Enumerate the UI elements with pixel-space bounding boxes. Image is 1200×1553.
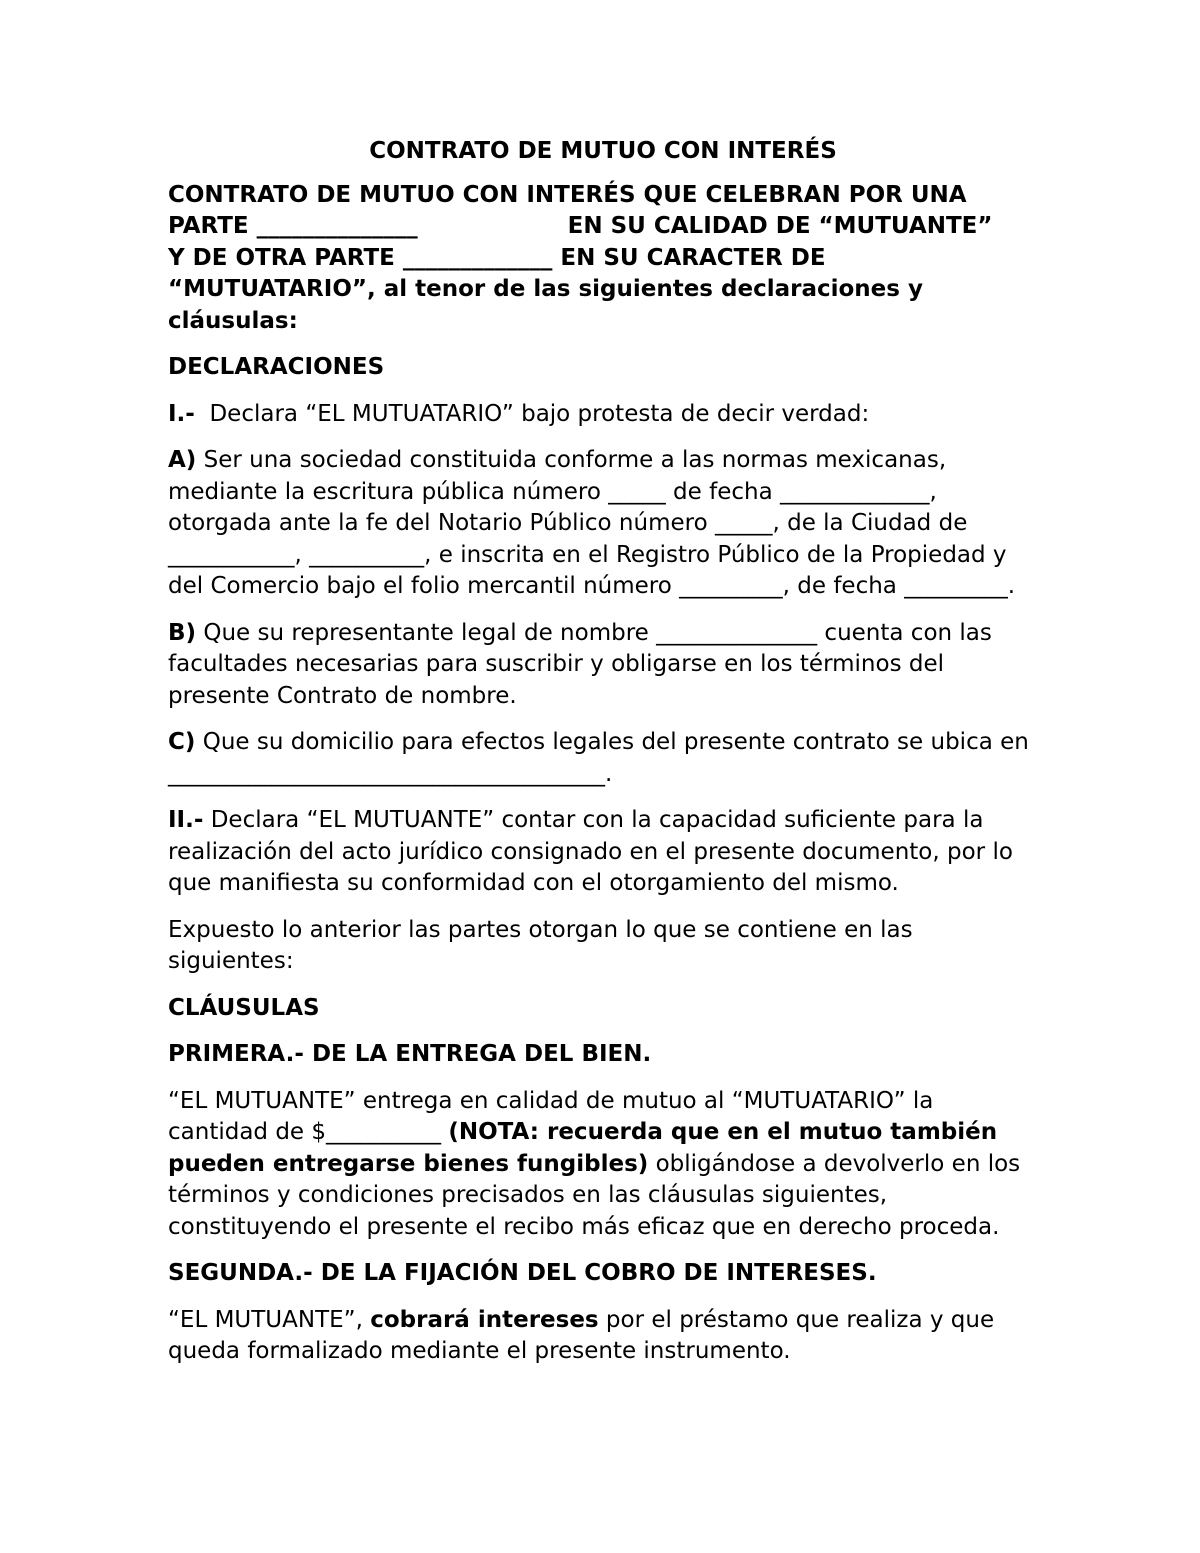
segunda-heading: SEGUNDA.- DE LA FIJACIÓN DEL COBRO DE INTERESES.	[168, 1260, 877, 1286]
segunda-bold: cobrará intereses	[370, 1306, 599, 1333]
intro-line-5: cláusulas:	[168, 307, 298, 334]
intro-line-2-left: PARTE ______________	[168, 213, 418, 239]
declaracion-b-label: B)	[168, 619, 197, 646]
declaracion-ii-label: II.-	[168, 807, 204, 833]
document-body	[168, 136, 1038, 1383]
declaracion-a-label: A)	[168, 447, 197, 473]
declaracion-i-text: Declara “EL MUTUATARIO” bajo protesta de decir verdad:	[209, 400, 870, 427]
declaracion-a-text: Ser una sociedad constituida conforme a las normas mexicanas, mediante la escritura pública número _____ de fecha _____________, otorgada ante la fe del Notario Público número _____, de la Ciudad de ___________, __________, e inscrita en el Registro Público de la Propiedad y del Comercio bajo el folio mercantil número _________, de fecha _________.	[168, 447, 1016, 599]
intro-paragraph	[168, 180, 1038, 338]
primera-text-1: “EL MUTUANTE” entrega en calidad de mutuo al “MUTUATARIO” la cantidad de $__________	[168, 1087, 934, 1145]
declaracion-b-text: Que su representante legal de nombre ______________ cuenta con las facultades necesarias para suscribir y obligarse en los términos del presente Contrato de nombre.	[168, 619, 992, 709]
intro-line-1: CONTRATO DE MUTUO CON INTERÉS QUE CELEBRAN POR UNA	[168, 181, 967, 208]
declaracion-a	[168, 445, 1038, 603]
declaracion-ii	[168, 805, 1038, 900]
declaracion-c-label: C)	[168, 729, 196, 755]
declaracion-c	[168, 727, 1038, 790]
intro-line-3: Y DE OTRA PARTE _____________ EN SU CARACTER DE	[168, 244, 826, 271]
primera-paragraph	[168, 1086, 1038, 1244]
clausulas-heading: CLÁUSULAS	[168, 994, 320, 1021]
segunda-paragraph	[168, 1305, 1038, 1368]
declaracion-c-text: Que su domicilio para efectos legales del presente contrato se ubica en ______________________________________.	[168, 729, 1029, 787]
intro-line-4: “MUTUATARIO”, al tenor de las siguientes declaraciones y	[168, 276, 923, 302]
declaraciones-heading: DECLARACIONES	[168, 354, 385, 380]
intro-line-2-right: EN SU CALIDAD DE “MUTUANTE”	[567, 213, 993, 239]
expuesto-paragraph: Expuesto lo anterior las partes otorgan lo que se contiene en las siguientes:	[168, 916, 913, 974]
primera-nota: (NOTA: recuerda que en el mutuo también pueden entregarse bienes fungibles)	[168, 1119, 998, 1177]
primera-heading: PRIMERA.- DE LA ENTREGA DEL BIEN.	[168, 1041, 652, 1067]
primera-text-2: obligándose a devolverlo en los términos y condiciones precisados en las cláusulas siguientes, constituyendo el presente el recibo más eficaz que en derecho proceda.	[168, 1150, 1021, 1240]
segunda-text-1: “EL MUTUANTE”,	[168, 1306, 371, 1333]
declaracion-b	[168, 618, 1038, 713]
declaracion-ii-text: Declara “EL MUTUANTE” contar con la capacidad suficiente para la realización del acto jurídico consignado en el presente documento, por lo que manifiesta su conformidad con el otorgamiento del mismo.	[168, 807, 1013, 896]
document-title: CONTRATO DE MUTUO CON INTERÉS	[369, 138, 837, 164]
declaracion-i	[168, 399, 1038, 431]
declaracion-i-label: I.-	[168, 400, 195, 427]
segunda-text-2: por el préstamo que realiza y que queda formalizado mediante el presente instrumento.	[168, 1306, 995, 1364]
